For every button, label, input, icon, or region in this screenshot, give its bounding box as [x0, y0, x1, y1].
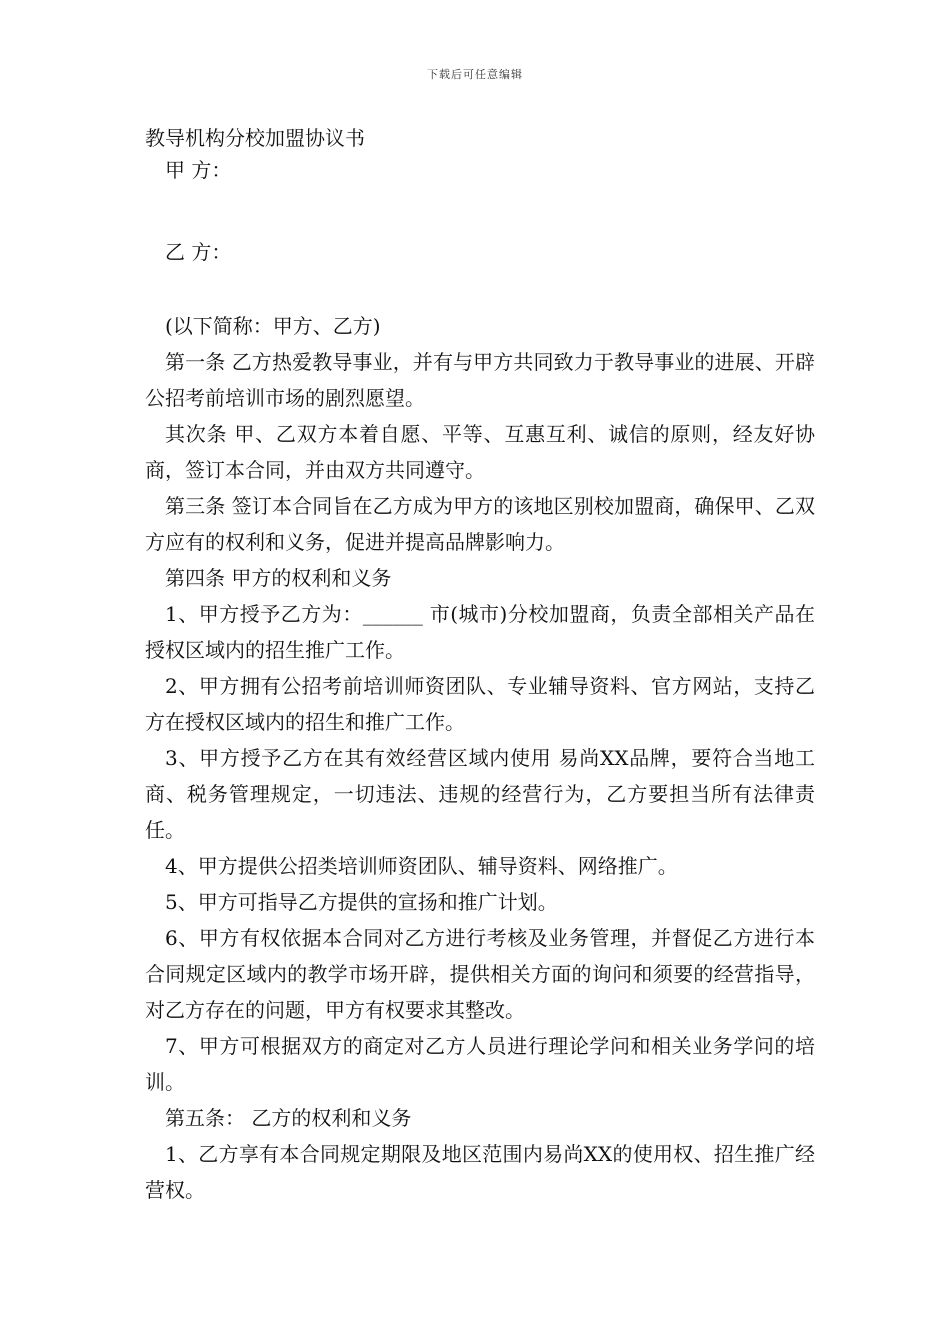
- article-4-clause-7: 7、甲方可根据双方的商定对乙方人员进行理论学问和相关业务学问的培训。: [145, 1034, 815, 1094]
- page-header-note: 下载后可任意编辑: [427, 68, 523, 81]
- document-title: 教导机构分校加盟协议书: [145, 126, 365, 150]
- article-5-heading: 第五条： 乙方的权利和义务: [165, 1106, 412, 1130]
- article-2: 其次条 甲、乙双方本着自愿、平等、互惠互利、诚信的原则，经友好协商，签订本合同，并由双方共同遵守。: [145, 422, 815, 482]
- article-4-clause-4: 4、甲方提供公招类培训师资团队、辅导资料、网络推广。: [165, 854, 678, 878]
- article-3: 第三条 签订本合同旨在乙方成为甲方的该地区别校加盟商，确保甲、乙双方应有的权利和义务，促进并提高品牌影响力。: [145, 494, 815, 554]
- alias-note: (以下简称：甲方、乙方): [165, 314, 381, 338]
- article-4-heading: 第四条 甲方的权利和义务: [165, 566, 392, 590]
- article-4-clause-6: 6、甲方有权依据本合同对乙方进行考核及业务管理，并督促乙方进行本合同规定区域内的教学市场开辟，提供相关方面的询问和须要的经营指导，对乙方存在的问题，甲方有权要求其整改。: [145, 926, 815, 1022]
- article-5-clause-1: 1、乙方享有本合同规定期限及地区范围内易尚XX的使用权、招生推广经营权。: [145, 1142, 815, 1202]
- article-4-clause-5: 5、甲方可指导乙方提供的宣扬和推广计划。: [165, 890, 558, 914]
- document-body: [145, 122, 815, 1208]
- article-4-clause-1: 1、甲方授予乙方为：______ 市(城市)分校加盟商，负责全部相关产品在授权区域内的招生推广工作。: [145, 602, 815, 662]
- article-1: 第一条 乙方热爱教导事业，并有与甲方共同致力于教导事业的进展、开辟公招考前培训市场的剧烈愿望。: [145, 350, 815, 410]
- party-b-line: 乙 方：: [165, 240, 232, 264]
- article-4-clause-2: 2、甲方拥有公招考前培训师资团队、专业辅导资料、官方网站，支持乙方在授权区域内的招生和推广工作。: [145, 674, 815, 734]
- article-4-clause-3: 3、甲方授予乙方在其有效经营区域内使用 易尚XX品牌，要符合当地工商、税务管理规定，一切违法、违规的经营行为，乙方要担当所有法律责任。: [145, 746, 815, 842]
- party-a-line: 甲 方：: [165, 158, 232, 182]
